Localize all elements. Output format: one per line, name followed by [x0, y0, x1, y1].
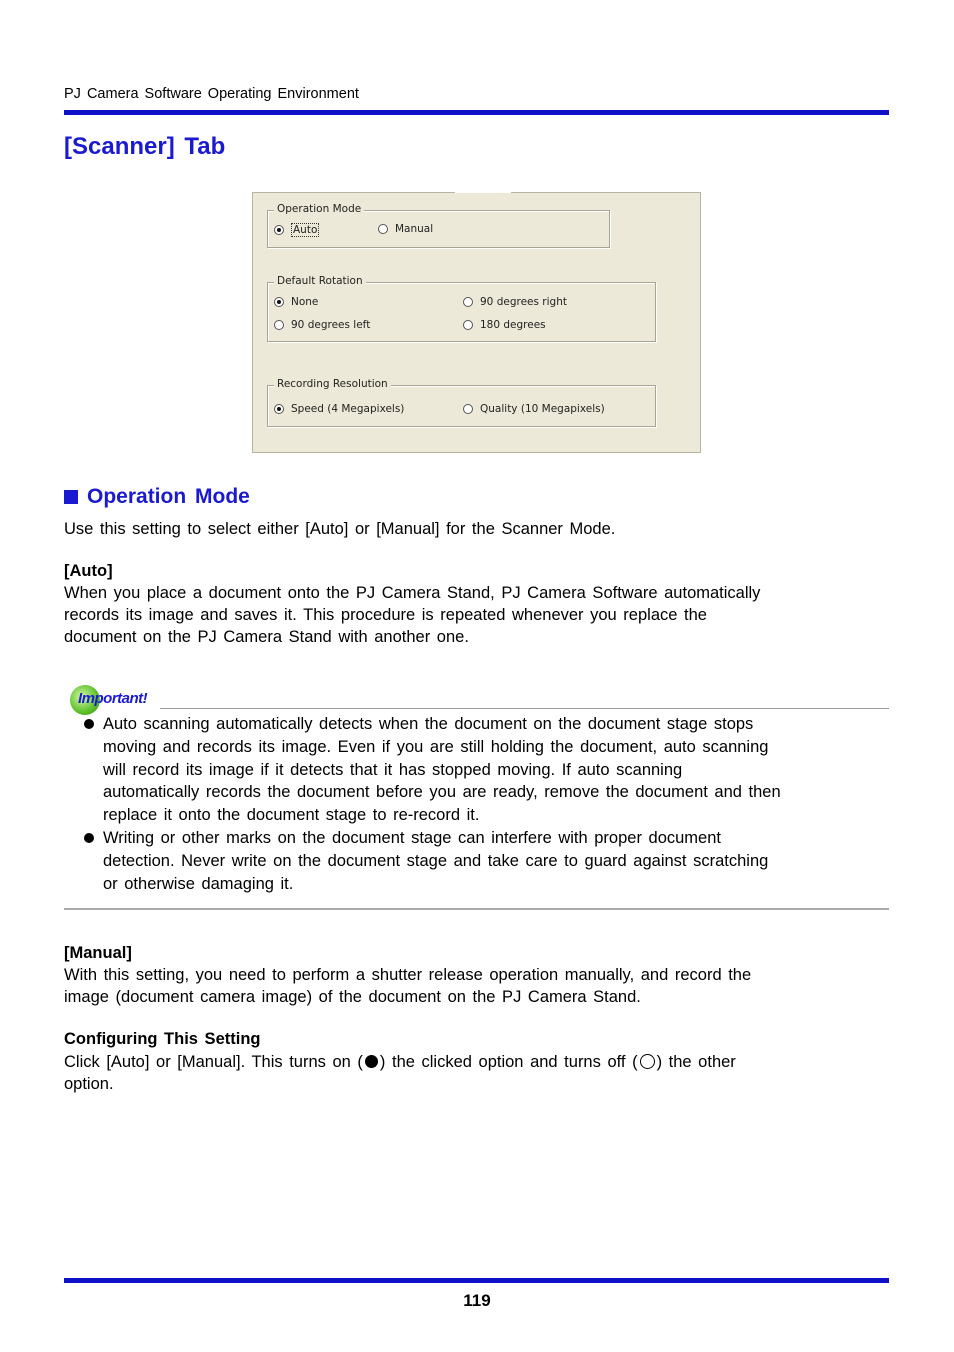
radio-auto-label: Auto [293, 224, 318, 236]
header-rule [64, 110, 889, 115]
page-number: 119 [463, 1291, 491, 1310]
radio-off-icon [463, 320, 473, 330]
radio-90-left-label: 90 degrees left [291, 319, 371, 331]
radio-90-left[interactable] [274, 319, 370, 331]
text-line: Auto scanning automatically detects when the document on the document stage stops [103, 715, 754, 733]
config-paragraph [64, 1051, 736, 1095]
radio-180-label: 180 degrees [480, 319, 546, 331]
text-line: Writing or other marks on the document stage can interfere with proper document [103, 829, 721, 847]
radio-90-right-label: 90 degrees right [480, 296, 567, 308]
bullet-icon [84, 833, 94, 843]
radio-manual-label: Manual [395, 223, 434, 235]
radio-off-icon [378, 224, 388, 234]
important-bullet-2 [103, 827, 768, 895]
text-line: option. [64, 1075, 114, 1094]
section-heading [64, 485, 250, 509]
radio-90-right[interactable] [463, 296, 567, 308]
bullet-icon [84, 719, 94, 729]
manual-label: [Manual] [64, 944, 132, 962]
config-text-a: Click [Auto] or [Manual]. This turns on ( [64, 1053, 363, 1071]
text-line: automatically records the document before you are ready, remove the document and then [103, 783, 781, 802]
auto-label: [Auto] [64, 562, 113, 580]
text-line: detection. Never write on the document stage and take care to guard against scratching [103, 851, 769, 870]
text-line [64, 1051, 736, 1073]
text-line: moving and records its image. Even if you are still holding the document, auto scanning [103, 737, 769, 756]
radio-speed[interactable] [274, 403, 404, 415]
scanner-tab-dialog [252, 192, 701, 453]
radio-off-icon [640, 1054, 655, 1069]
recording-resolution-legend: Recording Resolution [274, 378, 391, 390]
important-bullet-1 [103, 713, 781, 827]
text-line: image (document camera image) of the document on the PJ Camera Stand. [64, 988, 641, 1007]
radio-on-icon [274, 225, 284, 235]
section-heading-text: Operation Mode [87, 485, 250, 508]
page-title: [Scanner] Tab [64, 133, 226, 160]
important-label: Important! [78, 690, 148, 707]
recording-resolution-group [267, 378, 656, 427]
radio-off-icon [463, 297, 473, 307]
text-line: will record its image if it detects that it has stopped moving. If auto scanning [103, 760, 683, 779]
radio-quality[interactable] [463, 403, 605, 415]
radio-off-icon [463, 404, 473, 414]
operation-mode-group [267, 203, 610, 248]
radio-180[interactable] [463, 319, 546, 331]
text-line: records its image and saves it. This procedure is repeated whenever you replace the [64, 606, 707, 625]
config-text-b: ) the clicked option and turns off ( [379, 1053, 638, 1071]
config-label: Configuring This Setting [64, 1030, 261, 1048]
radio-manual[interactable] [378, 223, 433, 235]
default-rotation-group [267, 275, 656, 342]
radio-speed-label: Speed (4 Megapixels) [291, 403, 405, 415]
important-bottom-rule [64, 908, 889, 910]
radio-none-label: None [291, 296, 319, 308]
radio-none[interactable] [274, 296, 318, 308]
important-rule [160, 708, 889, 709]
text-line: replace it onto the document stage to re-record it. [103, 806, 480, 825]
radio-off-icon [274, 320, 284, 330]
operation-mode-legend: Operation Mode [274, 203, 364, 215]
text-line: or otherwise damaging it. [103, 874, 294, 893]
text-line: document on the PJ Camera Stand with another one. [64, 628, 469, 647]
auto-paragraph [64, 582, 760, 649]
default-rotation-legend: Default Rotation [274, 275, 366, 287]
text-line: With this setting, you need to perform a shutter release operation manually, and record the [64, 966, 752, 984]
square-bullet-icon [64, 490, 78, 504]
config-text-c: ) the other [656, 1053, 736, 1071]
radio-on-icon [365, 1055, 378, 1068]
footer-rule [64, 1278, 889, 1283]
radio-on-icon [274, 404, 284, 414]
radio-on-icon [274, 297, 284, 307]
manual-paragraph [64, 964, 751, 1008]
text-line: When you place a document onto the PJ Camera Stand, PJ Camera Software automatically [64, 584, 761, 602]
dialog-tab-edge [455, 189, 511, 193]
running-header: PJ Camera Software Operating Environment [64, 86, 359, 102]
intro-paragraph: Use this setting to select either [Auto] or [Manual] for the Scanner Mode. [64, 520, 616, 538]
radio-auto[interactable] [274, 223, 319, 237]
radio-quality-label: Quality (10 Megapixels) [480, 403, 605, 415]
